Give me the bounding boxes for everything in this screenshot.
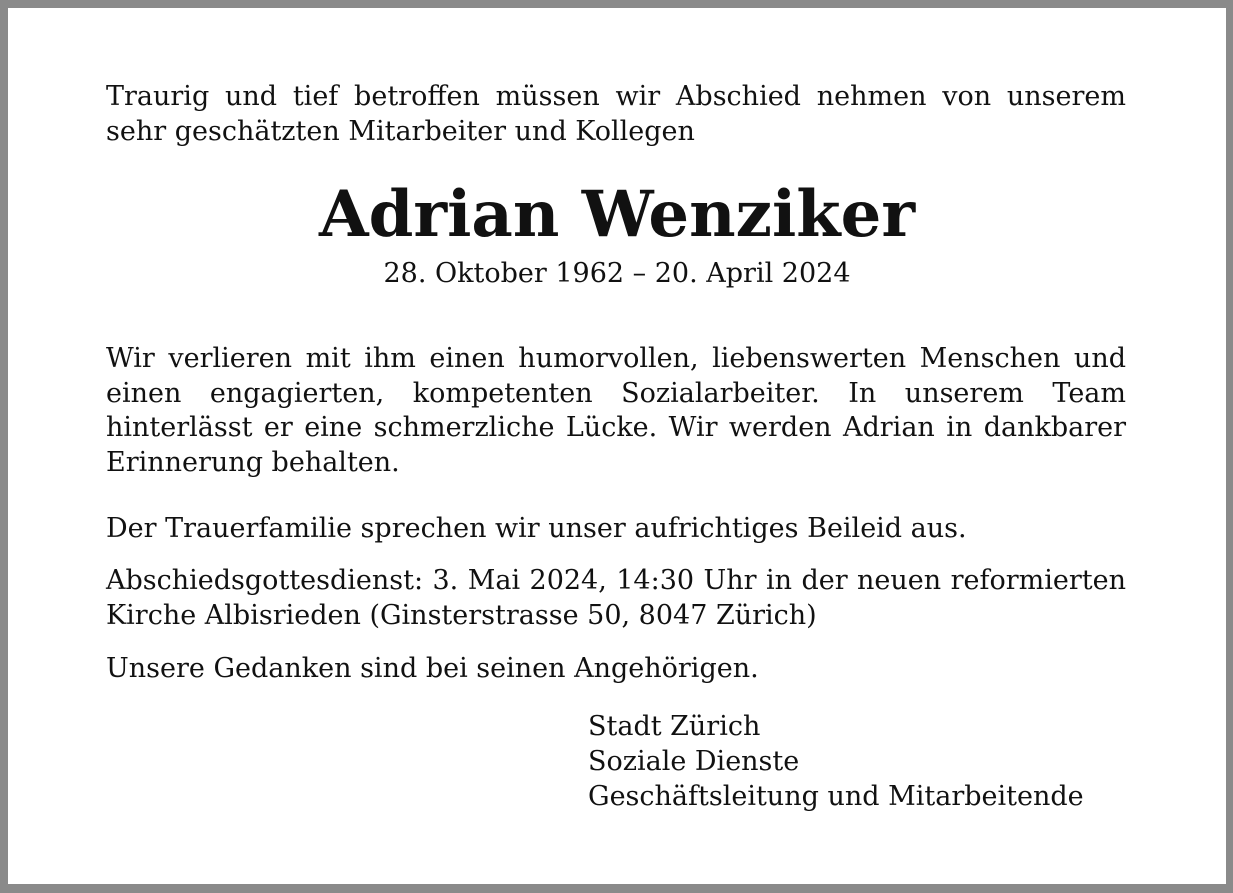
life-dates: 28. Oktober 1962 – 20. April 2024 bbox=[383, 258, 851, 289]
signature-line-staff: Geschäftsleitung und Mitarbeitende bbox=[588, 781, 1084, 812]
signature-line-org: Stadt Zürich bbox=[588, 711, 761, 742]
closing-paragraph: Unsere Gedanken sind bei seinen Angehörigen. bbox=[106, 653, 759, 684]
intro-text: Traurig und tief betroffen müssen wir Abschied nehmen von unserem sehr geschätzten Mitarbeiter und Kollegen bbox=[106, 81, 1126, 147]
tribute-paragraph: Wir verlieren mit ihm einen humorvollen, liebenswerten Menschen und einen engagierten, kompetenten Sozialarbeiter. In unserem Team hinterlässt er eine schmerzliche Lücke. Wir werden Adrian in dankbarer Erinnerung behalten. bbox=[106, 343, 1126, 478]
obituary-notice bbox=[8, 8, 1226, 884]
deceased-name: Adrian Wenziker bbox=[318, 177, 916, 252]
condolence-paragraph: Der Trauerfamilie sprechen wir unser aufrichtiges Beileid aus. bbox=[106, 513, 967, 544]
signature-line-department: Soziale Dienste bbox=[588, 746, 800, 777]
service-info-paragraph: Abschiedsgottesdienst: 3. Mai 2024, 14:30 Uhr in der neuen reformierten Kirche Albisrieden (Ginsterstrasse 50, 8047 Zürich) bbox=[106, 565, 1126, 631]
signature-block bbox=[588, 709, 1084, 814]
